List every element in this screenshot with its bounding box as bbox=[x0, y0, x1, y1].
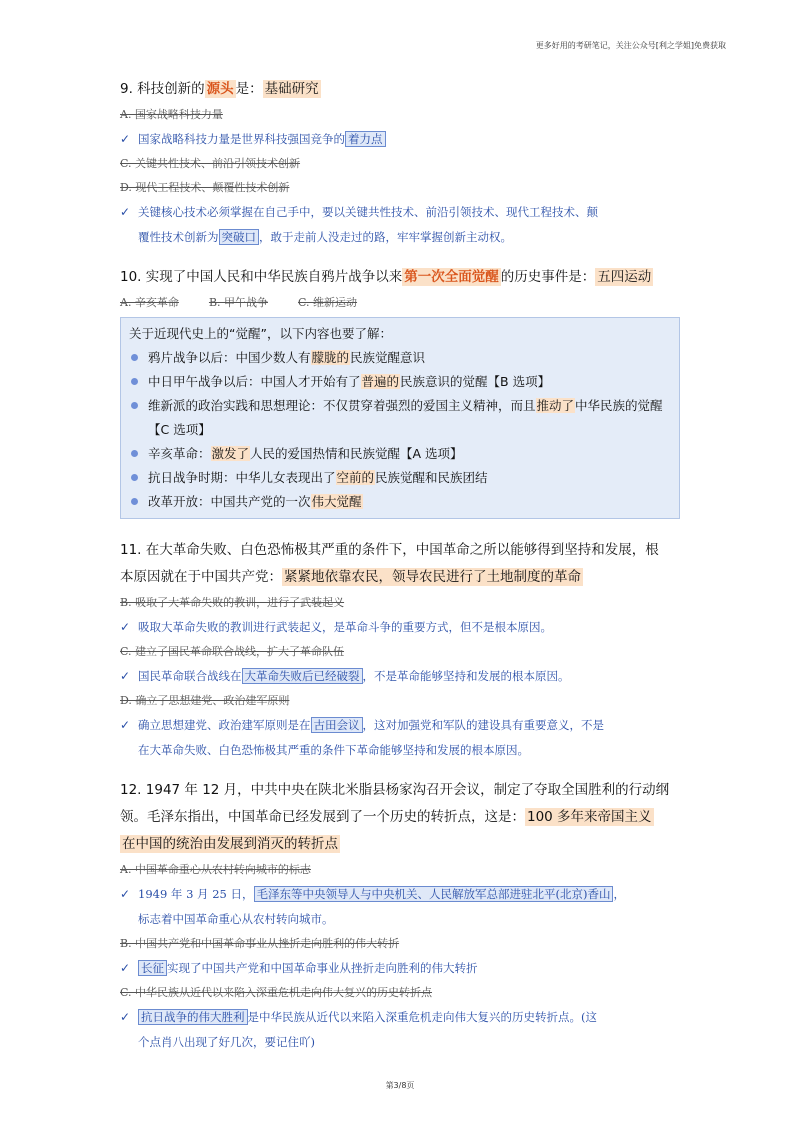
q11-explain-c-post: ，不是革命能够坚持和发展的根本原因。 bbox=[362, 669, 570, 683]
q10-option-a: A. 辛亥革命 bbox=[120, 296, 179, 309]
q9-explain-d-post: ，敢于走前人没走过的路，牢牢掌握创新主动权。 bbox=[259, 230, 512, 244]
q12-explain-a-text: 1949 年 3 月 25 日， bbox=[138, 887, 254, 901]
question-11 bbox=[120, 537, 680, 591]
q10-option-c: C. 维新运动 bbox=[298, 296, 358, 309]
q9-explain-d-line1: 关键核心技术必须掌握在自己手中，要以关键共性技术、前沿引领技术、现代工程技术、颠 bbox=[138, 205, 598, 219]
bullet-dot-icon bbox=[131, 378, 138, 385]
bullet-text: 维新派的政治实践和思想理论：不仅贯穿着强烈的爱国主义精神，而且 bbox=[148, 398, 536, 413]
q11-explain-d-line2: 在大革命失败、白色恐怖极其严重的条件下革命能够坚持和发展的根本原因。 bbox=[138, 743, 529, 757]
q11-explain-d-text: 确立思想建党、政治建军原则是在 bbox=[138, 718, 311, 732]
bullet-text: 民族觉醒意识 bbox=[350, 350, 426, 365]
q11-explain-d-post: ，这对加强党和军队的建设具有重要意义，不是 bbox=[362, 718, 604, 732]
bullet-text: 辛亥革命： bbox=[148, 446, 211, 461]
page-number: 第3/8页 bbox=[385, 1081, 415, 1090]
q11-explain-b-text: 吸取大革命失败的教训进行武装起义，是革命斗争的重要方式，但不是根本原因。 bbox=[138, 620, 552, 634]
q11-option-c: C. 建立了国民革命联合战线，扩大了革命队伍 bbox=[120, 645, 345, 658]
bullet-text: 中华民族的觉醒【C 选项】 bbox=[148, 398, 663, 437]
bullet-dot-icon bbox=[131, 498, 138, 505]
q9-text-mid: 是： bbox=[235, 81, 263, 97]
bullet-highlight: 朦胧的 bbox=[311, 350, 350, 365]
q12-line2: 领。毛泽东指出，中国革命已经发展到了一个历史的转折点，这是： bbox=[120, 809, 525, 825]
q9-option-d: D. 现代工程技术、颠覆性技术创新 bbox=[120, 181, 290, 194]
bullet-highlight: 空前的 bbox=[336, 470, 375, 485]
question-9 bbox=[120, 76, 680, 103]
bullet-text: 改革开放：中国共产党的一次 bbox=[148, 494, 311, 509]
bullet-highlight: 推动了 bbox=[536, 398, 575, 413]
panel-bullet bbox=[129, 370, 671, 394]
q12-line1: 12. 1947 年 12 月，中共中央在陕北米脂县杨家沟召开会议，制定了夺取全国胜利的行动纲 bbox=[120, 782, 670, 798]
q12-answer-part2: 在中国的统治由发展到消灭的转折点 bbox=[122, 836, 338, 852]
q11-explain-c-text: 国民革命联合战线在 bbox=[138, 669, 242, 683]
q9-option-a: A. 国家战略科技力量 bbox=[120, 108, 223, 121]
q9-text: 9. 科技创新的 bbox=[120, 81, 205, 97]
panel-bullet bbox=[129, 466, 671, 490]
bullet-highlight: 伟大觉醒 bbox=[311, 494, 362, 509]
q12-answer-part1: 100 多年来帝国主义 bbox=[527, 809, 652, 825]
q12-explain-a-box: 毛泽东等中央领导人与中央机关、人民解放军总部进驻北平(北京)香山 bbox=[254, 886, 614, 902]
header-note: 更多好用的考研笔记，关注公众号[利之学姐]免费获取 bbox=[535, 41, 726, 50]
check-icon: ✓ bbox=[120, 718, 131, 732]
q12-explain-c bbox=[120, 1005, 680, 1055]
q9-explain-a-text: 国家战略科技力量是世界科技强国竞争的 bbox=[138, 132, 345, 146]
q11-explain-d-box: 古田会议 bbox=[311, 717, 363, 733]
q10-answer: 五四运动 bbox=[597, 269, 652, 285]
check-icon: ✓ bbox=[120, 205, 131, 219]
q12-option-c: C. 中华民族从近代以来陷入深重危机走向伟大复兴的历史转折点 bbox=[120, 986, 433, 999]
q9-explain-d bbox=[120, 200, 680, 250]
question-10 bbox=[120, 264, 680, 291]
q12-explain-b-box: 长征 bbox=[138, 960, 167, 976]
question-12 bbox=[120, 777, 680, 858]
bullet-text: 民族意识的觉醒【B 选项】 bbox=[400, 374, 551, 389]
panel-bullet bbox=[129, 394, 671, 442]
bullet-dot-icon bbox=[131, 450, 138, 457]
q9-answer: 基础研究 bbox=[264, 81, 319, 97]
q12-explain-b-text: 实现了中国共产党和中国革命事业从挫折走向胜利的伟大转折 bbox=[167, 961, 478, 975]
q12-explain-c-box: 抗日战争的伟大胜利 bbox=[138, 1009, 248, 1025]
q11-option-d: D. 确立了思想建党、政治建军原则 bbox=[120, 694, 290, 707]
panel-title: 关于近现代史上的“觉醒”，以下内容也要了解： bbox=[129, 326, 392, 341]
bullet-dot-icon bbox=[131, 402, 138, 409]
bullet-text: 抗日战争时期：中华儿女表现出了 bbox=[148, 470, 336, 485]
check-icon: ✓ bbox=[120, 620, 131, 634]
q12-option-a: A. 中国革命重心从农村转向城市的标志 bbox=[120, 863, 311, 876]
q10-highlight: 第一次全面觉醒 bbox=[404, 269, 499, 285]
bullet-highlight: 激发了 bbox=[211, 446, 250, 461]
q9-explain-d-text: 覆性技术创新为 bbox=[138, 230, 219, 244]
q11-explain-b bbox=[120, 615, 680, 640]
q10-options bbox=[120, 291, 680, 315]
q12-explain-a-line2: 标志着中国革命重心从农村转向城市。 bbox=[138, 912, 334, 926]
q9-explain-d-box: 突破口 bbox=[219, 229, 260, 245]
q11-answer: 紧紧地依靠农民，领导农民进行了土地制度的革命 bbox=[284, 569, 581, 585]
panel-bullet bbox=[129, 346, 671, 370]
bullet-text: 鸦片战争以后：中国少数人有 bbox=[148, 350, 311, 365]
q10-text: 10. 实现了中国人民和中华民族自鸦片战争以来 bbox=[120, 269, 403, 285]
q11-explain-d bbox=[120, 713, 680, 763]
q10-text-mid: 的历史事件是： bbox=[500, 269, 596, 285]
bullet-text: 人民的爱国热情和民族觉醒【A 选项】 bbox=[250, 446, 463, 461]
q11-option-b: B. 吸取了大革命失败的教训，进行了武装起义 bbox=[120, 596, 345, 609]
panel-bullet bbox=[129, 490, 671, 514]
q12-explain-a bbox=[120, 882, 680, 932]
check-icon: ✓ bbox=[120, 961, 131, 975]
check-icon: ✓ bbox=[120, 887, 131, 901]
q11-text: 本原因就在于中国共产党： bbox=[120, 569, 282, 585]
q12-explain-c-line2: 个点肖八出现了好几次，要记住吖) bbox=[138, 1035, 315, 1049]
q11-explain-c-box: 大革命失败后已经破裂 bbox=[242, 668, 363, 684]
bullet-dot-icon bbox=[131, 474, 138, 481]
q9-highlight-source: 源头 bbox=[206, 81, 234, 97]
q9-explain-a-box: 着力点 bbox=[345, 131, 386, 147]
bullet-text: 中日甲午战争以后：中国人才开始有了 bbox=[148, 374, 361, 389]
q11-line1: 11. 在大革命失败、白色恐怖极其严重的条件下，中国革命之所以能够得到坚持和发展，根 bbox=[120, 542, 659, 558]
bullet-text: 民族觉醒和民族团结 bbox=[375, 470, 488, 485]
q11-explain-c bbox=[120, 664, 680, 689]
awakening-panel bbox=[120, 317, 680, 519]
check-icon: ✓ bbox=[120, 1010, 131, 1024]
q10-option-b: B. 甲午战争 bbox=[208, 296, 269, 309]
q9-explain-a bbox=[120, 127, 680, 152]
q9-option-c: C. 关键共性技术、前沿引领技术创新 bbox=[120, 157, 301, 170]
q12-explain-c-text: 是中华民族从近代以来陷入深重危机走向伟大复兴的历史转折点。(这 bbox=[247, 1010, 597, 1024]
q12-explain-b bbox=[120, 956, 680, 981]
bullet-highlight: 普遍的 bbox=[361, 374, 400, 389]
q12-explain-a-post: ， bbox=[613, 887, 625, 901]
panel-bullet bbox=[129, 442, 671, 466]
bullet-dot-icon bbox=[131, 354, 138, 361]
q12-option-b: B. 中国共产党和中国革命事业从挫折走向胜利的伟大转折 bbox=[120, 937, 400, 950]
check-icon: ✓ bbox=[120, 669, 131, 683]
content bbox=[120, 76, 680, 1055]
check-icon: ✓ bbox=[120, 132, 131, 146]
